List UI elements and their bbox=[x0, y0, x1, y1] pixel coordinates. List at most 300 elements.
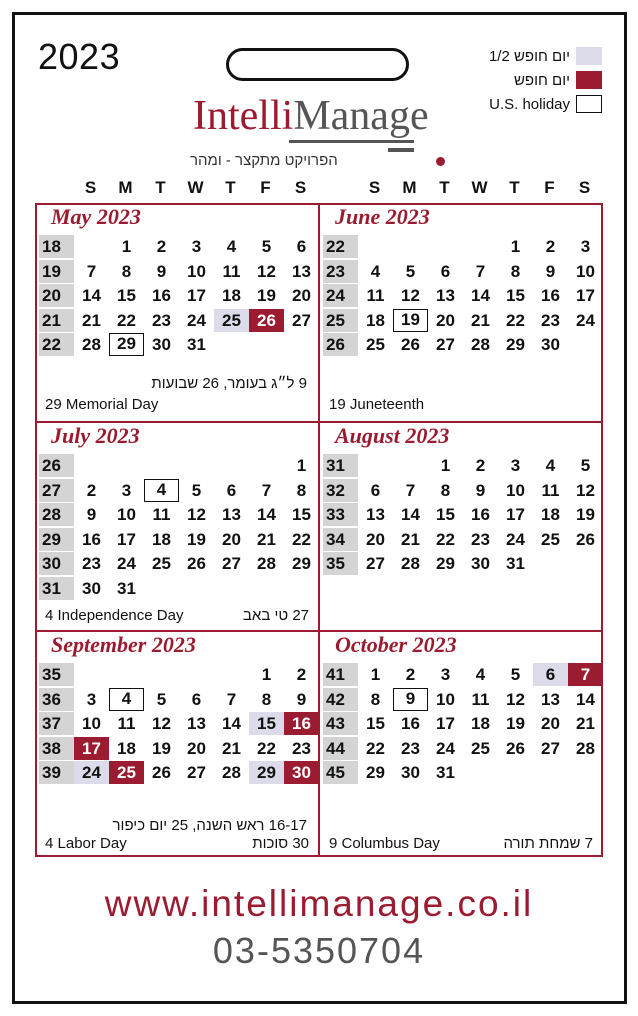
day-cell: 19 bbox=[576, 505, 595, 524]
empty-day-cell bbox=[144, 454, 179, 477]
day-cell: 20 bbox=[187, 738, 206, 758]
day-cell: 15 bbox=[292, 505, 311, 524]
day-cell: 4 bbox=[109, 688, 144, 711]
week-number: 20 bbox=[39, 284, 74, 307]
day-cell: 4 bbox=[370, 261, 381, 281]
day-cell: 28 bbox=[82, 335, 101, 354]
day-cell: 29 bbox=[249, 761, 284, 784]
day-cell: 30 bbox=[471, 554, 490, 573]
website-url[interactable]: www.intellimanage.co.il bbox=[104, 883, 534, 924]
day-cell: 7 bbox=[475, 261, 486, 281]
day-cell: 13 bbox=[436, 286, 455, 305]
day-cell: 12 bbox=[506, 689, 525, 709]
day-cell: 28 bbox=[401, 554, 420, 573]
week-row bbox=[323, 737, 603, 760]
day-cell: 20 bbox=[541, 714, 560, 733]
weekday-header-left bbox=[73, 178, 318, 198]
day-cell: 24 bbox=[436, 738, 455, 758]
day-cell: 13 bbox=[222, 505, 241, 524]
day-cell: 23 bbox=[292, 738, 311, 758]
legend-us-label: U.S. holiday bbox=[489, 95, 570, 113]
day-cell: 31 bbox=[436, 763, 455, 782]
day-cell: 17 bbox=[506, 505, 525, 524]
day-cell: 5 bbox=[580, 456, 591, 475]
weekday-label: S bbox=[578, 178, 591, 197]
day-cell: 19 bbox=[393, 309, 428, 332]
week-row bbox=[323, 333, 603, 356]
day-cell: 18 bbox=[152, 529, 171, 549]
day-cell: 2 bbox=[156, 237, 167, 256]
weekday-label: T bbox=[155, 178, 166, 197]
day-cell: 8 bbox=[296, 480, 307, 500]
legend-us-holiday bbox=[489, 92, 602, 116]
week-number: 39 bbox=[39, 761, 74, 784]
empty-day-cell bbox=[568, 333, 603, 356]
week-row bbox=[323, 663, 603, 686]
day-cell: 12 bbox=[187, 505, 206, 524]
day-cell: 18 bbox=[117, 738, 136, 758]
week-number: 30 bbox=[39, 552, 74, 575]
week-number: 44 bbox=[323, 737, 358, 760]
day-cell: 3 bbox=[580, 237, 591, 256]
month-panel bbox=[319, 203, 603, 421]
week-number: 21 bbox=[39, 309, 74, 332]
day-cell: 6 bbox=[370, 480, 381, 500]
empty-day-cell bbox=[144, 577, 179, 600]
day-cell: 28 bbox=[257, 554, 276, 573]
month-panel bbox=[35, 203, 319, 421]
day-cell: 6 bbox=[440, 261, 451, 281]
day-cell: 9 bbox=[156, 261, 167, 281]
week-row bbox=[39, 712, 319, 735]
month-title: May 2023 bbox=[51, 204, 141, 229]
week-row bbox=[39, 284, 319, 307]
week-number: 22 bbox=[39, 333, 74, 356]
day-cell: 22 bbox=[117, 310, 136, 330]
day-cell: 13 bbox=[187, 714, 206, 733]
day-cell: 10 bbox=[117, 505, 136, 524]
day-cell: 5 bbox=[510, 665, 521, 684]
day-cell: 20 bbox=[366, 529, 385, 549]
weekday-label: F bbox=[544, 178, 555, 197]
empty-day-cell bbox=[393, 235, 428, 258]
slogan-dot bbox=[436, 157, 445, 166]
empty-day-cell bbox=[249, 454, 284, 477]
week-number: 37 bbox=[39, 712, 74, 735]
day-cell: 25 bbox=[541, 529, 560, 549]
day-cell: 24 bbox=[506, 529, 525, 549]
day-cell: 17 bbox=[74, 737, 109, 760]
day-cell: 24 bbox=[117, 554, 136, 573]
day-cell: 26 bbox=[187, 554, 206, 573]
day-cell: 26 bbox=[152, 763, 171, 782]
day-cell: 20 bbox=[292, 286, 311, 305]
day-cell: 12 bbox=[401, 286, 420, 305]
day-cell: 26 bbox=[506, 738, 525, 758]
day-cell: 1 bbox=[121, 237, 132, 256]
day-cell: 13 bbox=[541, 689, 560, 709]
empty-day-cell bbox=[463, 235, 498, 258]
week-row bbox=[323, 688, 603, 711]
day-cell: 11 bbox=[541, 480, 560, 500]
day-cell: 4 bbox=[144, 479, 179, 502]
week-row bbox=[39, 552, 319, 575]
day-cell: 3 bbox=[510, 456, 521, 475]
empty-day-cell bbox=[74, 663, 109, 686]
day-cell: 29 bbox=[292, 554, 311, 573]
day-cell: 22 bbox=[436, 529, 455, 549]
logo-dash bbox=[388, 148, 414, 152]
day-cell: 18 bbox=[366, 310, 385, 330]
empty-day-cell bbox=[358, 454, 393, 477]
day-cell: 30 bbox=[401, 763, 420, 782]
us-holiday-note: 9 Columbus Day bbox=[329, 835, 440, 852]
day-cell: 22 bbox=[292, 529, 311, 549]
day-cell: 10 bbox=[187, 261, 206, 281]
week-row bbox=[323, 712, 603, 735]
day-cell: 21 bbox=[82, 310, 101, 330]
day-cell: 7 bbox=[568, 663, 603, 686]
day-cell: 14 bbox=[401, 505, 420, 524]
week-row bbox=[323, 454, 603, 477]
day-cell: 26 bbox=[576, 529, 595, 549]
day-cell: 18 bbox=[222, 286, 241, 305]
day-cell: 2 bbox=[86, 480, 97, 500]
empty-day-cell bbox=[498, 761, 533, 784]
empty-day-cell bbox=[179, 663, 214, 686]
week-number: 45 bbox=[323, 761, 358, 784]
day-cell: 8 bbox=[370, 689, 381, 709]
empty-day-cell bbox=[568, 552, 603, 575]
hebrew-holiday-note: 9 ל״ג בעומר, 26 שבועות bbox=[151, 375, 307, 392]
day-cell: 25 bbox=[366, 335, 385, 354]
day-cell: 30 bbox=[152, 335, 171, 354]
day-cell: 24 bbox=[187, 310, 206, 330]
day-cell: 1 bbox=[510, 237, 521, 256]
day-cell: 23 bbox=[541, 310, 560, 330]
week-number: 22 bbox=[323, 235, 358, 258]
week-number: 36 bbox=[39, 688, 74, 711]
day-cell: 27 bbox=[222, 554, 241, 573]
day-cell: 9 bbox=[545, 261, 556, 281]
day-cell: 21 bbox=[471, 310, 490, 330]
day-cell: 2 bbox=[545, 237, 556, 256]
us-holiday-note: 4 Labor Day bbox=[45, 835, 127, 852]
week-number: 29 bbox=[39, 528, 74, 551]
day-cell: 26 bbox=[249, 309, 284, 332]
day-cell: 4 bbox=[475, 665, 486, 684]
week-row bbox=[39, 309, 319, 332]
day-cell: 29 bbox=[109, 333, 144, 356]
empty-day-cell bbox=[109, 454, 144, 477]
day-cell: 28 bbox=[222, 763, 241, 782]
week-row bbox=[323, 260, 603, 283]
day-cell: 30 bbox=[541, 335, 560, 354]
day-cell: 3 bbox=[121, 480, 132, 500]
day-cell: 10 bbox=[436, 689, 455, 709]
empty-day-cell bbox=[214, 663, 249, 686]
day-cell: 15 bbox=[366, 714, 385, 733]
phone-number: 03-5350704 bbox=[212, 930, 426, 971]
day-cell: 8 bbox=[440, 480, 451, 500]
legend-holiday-label: יום חופש bbox=[513, 71, 570, 89]
empty-day-cell bbox=[179, 577, 214, 600]
empty-day-cell bbox=[214, 333, 249, 356]
day-cell: 28 bbox=[576, 738, 595, 758]
day-cell: 21 bbox=[222, 738, 241, 758]
day-cell: 13 bbox=[366, 505, 385, 524]
day-cell: 14 bbox=[257, 505, 276, 524]
day-cell: 29 bbox=[366, 763, 385, 782]
empty-day-cell bbox=[463, 761, 498, 784]
day-cell: 25 bbox=[152, 554, 171, 573]
empty-day-cell bbox=[74, 235, 109, 258]
month-title: September 2023 bbox=[51, 632, 196, 657]
day-cell: 29 bbox=[506, 335, 525, 354]
week-row bbox=[323, 552, 603, 575]
day-cell: 6 bbox=[226, 480, 237, 500]
week-row bbox=[323, 761, 603, 784]
week-number: 31 bbox=[323, 454, 358, 477]
empty-day-cell bbox=[179, 454, 214, 477]
day-cell: 8 bbox=[510, 261, 521, 281]
day-cell: 8 bbox=[261, 689, 272, 709]
weekday-label: W bbox=[187, 178, 204, 197]
empty-day-cell bbox=[428, 235, 463, 258]
day-cell: 14 bbox=[82, 286, 101, 305]
day-cell: 27 bbox=[187, 763, 206, 782]
day-cell: 11 bbox=[117, 714, 136, 733]
week-number: 43 bbox=[323, 712, 358, 735]
legend-half-swatch bbox=[576, 47, 602, 65]
empty-day-cell bbox=[533, 761, 568, 784]
day-cell: 22 bbox=[257, 738, 276, 758]
week-number: 26 bbox=[39, 454, 74, 477]
weekday-label: F bbox=[260, 178, 271, 197]
day-cell: 15 bbox=[506, 286, 525, 305]
day-cell: 12 bbox=[152, 714, 171, 733]
day-cell: 18 bbox=[541, 505, 560, 524]
day-cell: 1 bbox=[261, 665, 272, 684]
week-number: 33 bbox=[323, 503, 358, 526]
hebrew-holiday-note: 7 שמחת תורה bbox=[503, 835, 593, 852]
empty-day-cell bbox=[144, 663, 179, 686]
legend-holiday bbox=[489, 68, 602, 92]
week-number: 18 bbox=[39, 235, 74, 258]
day-cell: 2 bbox=[296, 665, 307, 684]
week-row bbox=[39, 761, 319, 784]
day-cell: 31 bbox=[187, 335, 206, 354]
logo-underline bbox=[289, 140, 414, 143]
us-holiday-note: 29 Memorial Day bbox=[45, 396, 159, 413]
day-cell: 30 bbox=[284, 761, 319, 784]
day-cell: 19 bbox=[257, 286, 276, 305]
us-holiday-note: 19 Juneteenth bbox=[329, 396, 425, 413]
day-cell: 18 bbox=[471, 714, 490, 733]
day-cell: 1 bbox=[296, 456, 307, 475]
empty-day-cell bbox=[249, 333, 284, 356]
day-cell: 5 bbox=[261, 237, 272, 256]
month-panel bbox=[35, 422, 319, 640]
day-cell: 4 bbox=[545, 456, 556, 475]
day-cell: 16 bbox=[82, 529, 101, 549]
day-cell: 23 bbox=[82, 554, 101, 573]
day-cell: 27 bbox=[436, 335, 455, 354]
week-row bbox=[323, 284, 603, 307]
empty-day-cell bbox=[533, 552, 568, 575]
day-cell: 11 bbox=[366, 286, 385, 305]
day-cell: 13 bbox=[292, 261, 311, 281]
day-cell: 2 bbox=[475, 456, 486, 475]
month-panel bbox=[35, 631, 319, 852]
day-cell: 6 bbox=[533, 663, 568, 686]
week-row bbox=[323, 309, 603, 332]
week-row bbox=[39, 737, 319, 760]
empty-day-cell bbox=[568, 761, 603, 784]
week-row bbox=[39, 688, 319, 711]
weekday-label: T bbox=[439, 178, 450, 197]
day-cell: 9 bbox=[393, 688, 428, 711]
day-cell: 21 bbox=[576, 714, 595, 733]
day-cell: 25 bbox=[214, 309, 249, 332]
brand-slogan: הפרויקט מתקצר - ומהר bbox=[190, 152, 338, 169]
day-cell: 16 bbox=[471, 505, 490, 524]
day-cell: 3 bbox=[191, 237, 202, 256]
day-cell: 7 bbox=[226, 689, 237, 709]
week-number: 25 bbox=[323, 309, 358, 332]
empty-day-cell bbox=[284, 333, 319, 356]
month-title: June 2023 bbox=[335, 204, 430, 229]
brand-logo-part1: Intelli bbox=[193, 93, 294, 139]
day-cell: 8 bbox=[121, 261, 132, 281]
week-row bbox=[39, 260, 319, 283]
day-cell: 19 bbox=[187, 529, 206, 549]
day-cell: 16 bbox=[152, 286, 171, 305]
legend-holiday-swatch bbox=[576, 71, 602, 89]
week-number: 23 bbox=[323, 260, 358, 283]
day-cell: 9 bbox=[296, 689, 307, 709]
hebrew-holiday-note: 16-17 ראש השנה, 25 יום כיפור bbox=[112, 817, 307, 834]
day-cell: 14 bbox=[222, 714, 241, 733]
day-cell: 7 bbox=[86, 261, 97, 281]
day-cell: 12 bbox=[576, 480, 595, 500]
day-cell: 5 bbox=[156, 689, 167, 709]
week-row bbox=[39, 528, 319, 551]
day-cell: 27 bbox=[366, 554, 385, 573]
day-cell: 22 bbox=[366, 738, 385, 758]
day-cell: 27 bbox=[292, 310, 311, 330]
week-row bbox=[323, 235, 603, 258]
empty-day-cell bbox=[109, 663, 144, 686]
day-cell: 3 bbox=[440, 665, 451, 684]
weekday-label: M bbox=[118, 178, 133, 197]
day-cell: 7 bbox=[405, 480, 416, 500]
day-cell: 28 bbox=[471, 335, 490, 354]
day-cell: 30 bbox=[82, 578, 101, 598]
week-row bbox=[39, 479, 319, 502]
day-cell: 6 bbox=[191, 689, 202, 709]
empty-day-cell bbox=[214, 454, 249, 477]
day-cell: 1 bbox=[370, 665, 381, 684]
day-cell: 7 bbox=[261, 480, 272, 500]
brand-logo bbox=[193, 95, 429, 137]
day-cell: 3 bbox=[86, 689, 97, 709]
week-number: 24 bbox=[323, 284, 358, 307]
weekday-header-right bbox=[357, 178, 602, 198]
day-cell: 10 bbox=[506, 480, 525, 500]
week-row bbox=[323, 503, 603, 526]
day-cell: 31 bbox=[506, 554, 525, 573]
empty-day-cell bbox=[358, 235, 393, 258]
week-row bbox=[323, 479, 603, 502]
day-cell: 26 bbox=[401, 335, 420, 354]
month-panel bbox=[319, 631, 603, 852]
legend-us-swatch bbox=[576, 95, 602, 113]
week-number: 42 bbox=[323, 688, 358, 711]
day-cell: 31 bbox=[117, 578, 136, 598]
us-holiday-note: 4 Independence Day bbox=[45, 607, 184, 624]
week-number: 31 bbox=[39, 577, 74, 600]
week-number: 35 bbox=[39, 663, 74, 686]
day-cell: 5 bbox=[191, 480, 202, 500]
weekday-label: W bbox=[471, 178, 488, 197]
day-cell: 23 bbox=[471, 529, 490, 549]
day-cell: 17 bbox=[576, 286, 595, 305]
day-cell: 14 bbox=[471, 286, 490, 305]
week-row bbox=[323, 528, 603, 551]
hebrew-holiday-note: 27 טי באב bbox=[242, 607, 309, 624]
day-cell: 12 bbox=[257, 261, 276, 281]
day-cell: 14 bbox=[576, 689, 595, 709]
weekday-label: T bbox=[509, 178, 520, 197]
day-cell: 5 bbox=[405, 261, 416, 281]
week-number: 41 bbox=[323, 663, 358, 686]
day-cell: 16 bbox=[401, 714, 420, 733]
day-cell: 19 bbox=[152, 738, 171, 758]
day-cell: 4 bbox=[226, 237, 237, 256]
legend bbox=[489, 44, 602, 116]
weekday-label: T bbox=[225, 178, 236, 197]
week-number: 32 bbox=[323, 479, 358, 502]
day-cell: 9 bbox=[475, 480, 486, 500]
day-cell: 11 bbox=[152, 505, 171, 524]
day-cell: 6 bbox=[296, 237, 307, 256]
day-cell: 15 bbox=[117, 286, 136, 305]
hebrew-holiday-note: 30 סוכות bbox=[252, 835, 309, 852]
day-cell: 17 bbox=[187, 286, 206, 305]
empty-day-cell bbox=[74, 454, 109, 477]
day-cell: 20 bbox=[222, 529, 241, 549]
day-cell: 11 bbox=[222, 261, 241, 281]
week-number: 38 bbox=[39, 737, 74, 760]
month-panel bbox=[319, 422, 603, 640]
week-row bbox=[39, 577, 319, 600]
week-number: 34 bbox=[323, 528, 358, 551]
month-title: October 2023 bbox=[335, 632, 457, 657]
day-cell: 2 bbox=[405, 665, 416, 684]
legend-half-label: 1/2 יום חופש bbox=[488, 47, 570, 65]
legend-half-holiday bbox=[489, 44, 602, 68]
week-number: 28 bbox=[39, 503, 74, 526]
week-number: 19 bbox=[39, 260, 74, 283]
weekday-label: S bbox=[84, 178, 97, 197]
empty-day-cell bbox=[249, 577, 284, 600]
day-cell: 21 bbox=[257, 529, 276, 549]
week-number: 26 bbox=[323, 333, 358, 356]
day-cell: 29 bbox=[436, 554, 455, 573]
day-cell: 19 bbox=[506, 714, 525, 733]
weekday-label: S bbox=[368, 178, 381, 197]
